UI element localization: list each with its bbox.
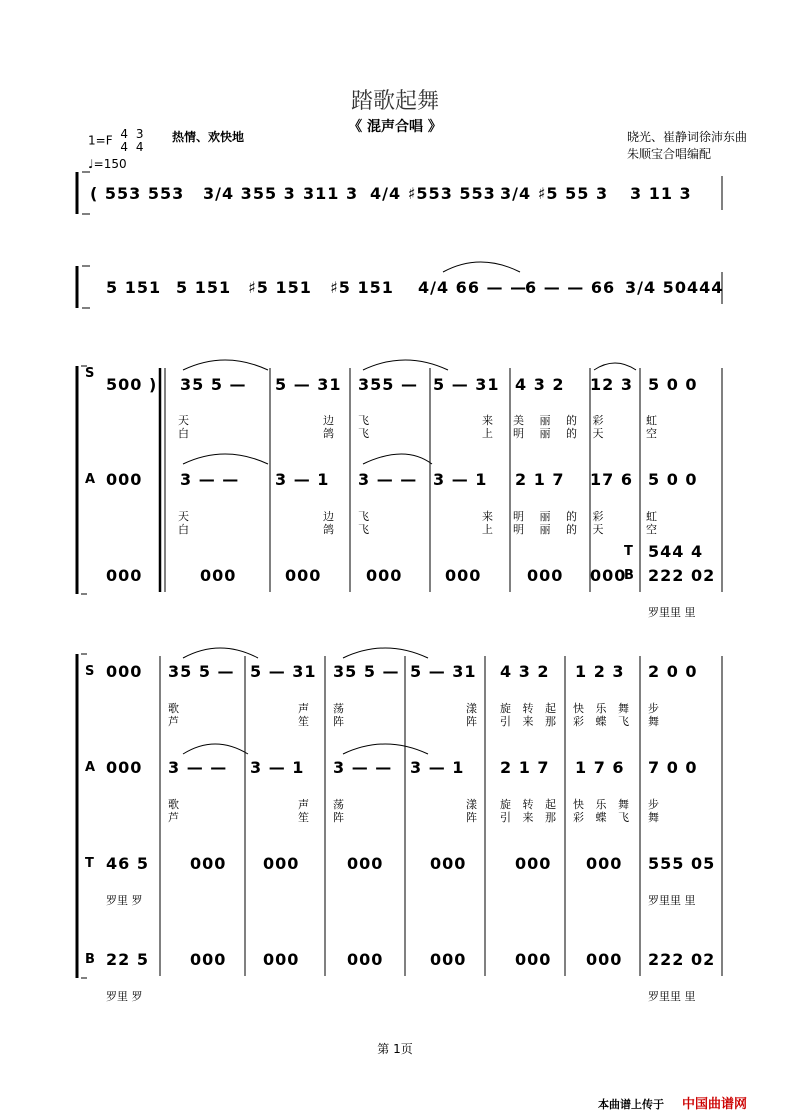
s3-tb-m2: 000 <box>285 566 322 585</box>
lyric: 空 <box>646 427 657 440</box>
credit-line-2: 朱顺宝合唱编配 <box>627 147 712 161</box>
s3-tb-m3: 000 <box>366 566 403 585</box>
s4-bass-m4: 000 <box>430 950 467 969</box>
lyric: 快 乐 舞 <box>573 702 629 715</box>
s3-alto-lead: 000 <box>106 470 143 489</box>
tempo-marking: 热情、欢快地 <box>172 130 245 144</box>
s4-tenor-m6: 000 <box>586 854 623 873</box>
lyric: 明 丽 的 天 <box>513 427 604 440</box>
lyric: 彩 蝶 飞 <box>573 811 629 824</box>
s3-tb-m4: 000 <box>445 566 482 585</box>
system1-m4: 4/4 ♯553 553 <box>370 184 496 203</box>
lyric: 虹 <box>646 510 657 523</box>
system1-m6: 3 11 3 <box>630 184 692 203</box>
s4-bass-lead: 22 5 <box>106 950 149 969</box>
s3-soprano-m4: 5 — 31 <box>433 375 500 394</box>
metronome-mark: ♩=150 <box>88 157 127 171</box>
lyric: 芦 <box>168 715 179 728</box>
s4-tenor-m5: 000 <box>515 854 552 873</box>
s3-soprano-m7: 5 0 0 <box>648 375 698 394</box>
part-label-bass: B <box>85 952 95 967</box>
s3-alto-m7: 5 0 0 <box>648 470 698 489</box>
lyric: 罗里 罗 <box>106 894 143 907</box>
s4-soprano-m3: 35 5 — <box>333 662 400 681</box>
lyric: 上 <box>482 523 493 536</box>
system2-m3: ♯5 151 <box>248 278 312 297</box>
s4-alto-m7: 7 0 0 <box>648 758 698 777</box>
s3-soprano-m1: 35 5 — <box>180 375 247 394</box>
lyric: 舞 <box>648 811 659 824</box>
s3-soprano-m2: 5 — 31 <box>275 375 342 394</box>
part-label-tenor: T <box>85 856 94 871</box>
part-label-soprano: S <box>85 366 95 381</box>
system2-m7: 3/4 50444 <box>625 278 724 297</box>
lyric: 边 <box>323 414 334 427</box>
site-logo: 中国曲谱网 <box>682 1097 748 1112</box>
lyric: 罗里里 里 <box>648 990 696 1003</box>
lyric: 罗里里 里 <box>648 894 696 907</box>
lyric: 鸽 <box>323 427 334 440</box>
lyric: 阵 <box>333 811 344 824</box>
lyric: 旋 转 起 <box>500 702 556 715</box>
s4-bass-m3: 000 <box>347 950 384 969</box>
s3-tb-lead: 000 <box>106 566 143 585</box>
s4-soprano-m5: 4 3 2 <box>500 662 550 681</box>
s4-soprano-m7: 2 0 0 <box>648 662 698 681</box>
s3-alto-m2: 3 — 1 <box>275 470 330 489</box>
part-label-soprano: S <box>85 664 95 679</box>
s4-bass-m7: 222 02 <box>648 950 716 969</box>
lyric: 荡 <box>333 798 344 811</box>
part-label-alto: A <box>85 472 96 487</box>
lyric: 引 来 那 <box>500 811 556 824</box>
s3-soprano-m3: 355 — <box>358 375 418 394</box>
lyric: 白 <box>178 523 189 536</box>
s4-soprano-m4: 5 — 31 <box>410 662 477 681</box>
system1-m2: 3/4 355 3 <box>203 184 296 203</box>
time-signature-3-4: 3 4 <box>135 127 144 154</box>
s4-bass-m1: 000 <box>190 950 227 969</box>
s4-alto-m6: 1 7 6 <box>575 758 625 777</box>
lyric: 步 <box>648 798 659 811</box>
system2-m4: ♯5 151 <box>330 278 394 297</box>
lyric: 飞 <box>358 510 369 523</box>
s4-bass-m2: 000 <box>263 950 300 969</box>
s3-tb-m6: 000 <box>590 566 627 585</box>
lyric: 歌 <box>168 798 179 811</box>
time-signature-4-4: 4 4 <box>120 127 129 154</box>
lyric: 来 <box>482 510 493 523</box>
lyric: 白 <box>178 427 189 440</box>
s4-tenor-m3: 000 <box>347 854 384 873</box>
lyric: 罗里里 里 <box>648 606 696 619</box>
s4-tenor-m7: 555 05 <box>648 854 716 873</box>
lyric: 天 <box>178 414 189 427</box>
s3-soprano-lead: 500 ) <box>106 375 158 394</box>
lyric: 阵 <box>466 811 477 824</box>
s4-bass-m5: 000 <box>515 950 552 969</box>
lyric: 飞 <box>358 414 369 427</box>
s4-tenor-m1: 000 <box>190 854 227 873</box>
system1-m3: 311 3 <box>303 184 359 203</box>
lyric: 笙 <box>298 811 309 824</box>
lyric: 空 <box>646 523 657 536</box>
s3-bass-end: 222 02 <box>648 566 716 585</box>
lyric: 歌 <box>168 702 179 715</box>
s3-soprano-m5: 4 3 2 <box>515 375 565 394</box>
s4-soprano-m2: 5 — 31 <box>250 662 317 681</box>
lyric: 飞 <box>358 523 369 536</box>
s4-soprano-lead: 000 <box>106 662 143 681</box>
s3-alto-m3: 3 — — <box>358 470 418 489</box>
s3-alto-m6: 17 6 <box>590 470 633 489</box>
lyric: 彩 蝶 飞 <box>573 715 629 728</box>
system1-m5: 3/4 ♯5 55 3 <box>500 184 609 203</box>
s3-tb-m5: 000 <box>527 566 564 585</box>
lyric: 虹 <box>646 414 657 427</box>
s3-alto-m1: 3 — — <box>180 470 240 489</box>
s4-soprano-m1: 35 5 — <box>168 662 235 681</box>
lyric: 来 <box>482 414 493 427</box>
s4-bass-m6: 000 <box>586 950 623 969</box>
part-label-bass: B <box>624 568 634 583</box>
lyric: 声 <box>298 798 309 811</box>
s4-alto-m3: 3 — — <box>333 758 393 777</box>
system2-m5: 4/4 66 — — <box>418 278 528 297</box>
lyric: 快 乐 舞 <box>573 798 629 811</box>
lyric: 旋 转 起 <box>500 798 556 811</box>
s4-alto-m5: 2 1 7 <box>500 758 550 777</box>
lyric: 舞 <box>648 715 659 728</box>
key-signature: 1=F 4 4 3 4 <box>88 127 144 154</box>
lyric: 阵 <box>466 715 477 728</box>
s4-alto-lead: 000 <box>106 758 143 777</box>
lyric: 飞 <box>358 427 369 440</box>
s4-tenor-m4: 000 <box>430 854 467 873</box>
score-title: 踏歌起舞 <box>350 89 439 114</box>
s4-alto-m4: 3 — 1 <box>410 758 465 777</box>
system2-m2: 5 151 <box>176 278 232 297</box>
s3-soprano-m6: 12 3 <box>590 375 633 394</box>
lyric: 芦 <box>168 811 179 824</box>
s4-tenor-m2: 000 <box>263 854 300 873</box>
lyric: 声 <box>298 702 309 715</box>
lyric: 步 <box>648 702 659 715</box>
lyric: 引 来 那 <box>500 715 556 728</box>
lyric: 荡 <box>333 702 344 715</box>
upload-note: 本曲谱上传于 <box>598 1098 664 1111</box>
lyric: 笙 <box>298 715 309 728</box>
lyric: 边 <box>323 510 334 523</box>
lyric: 罗里 罗 <box>106 990 143 1003</box>
lyric: 天 <box>178 510 189 523</box>
s4-tenor-lead: 46 5 <box>106 854 149 873</box>
s4-alto-m2: 3 — 1 <box>250 758 305 777</box>
page-number: 第 1页 <box>377 1042 413 1056</box>
s4-soprano-m6: 1 2 3 <box>575 662 625 681</box>
lyric: 鸽 <box>323 523 334 536</box>
s3-alto-m5: 2 1 7 <box>515 470 565 489</box>
system2-m6: 6 — — 66 <box>525 278 616 297</box>
lyric: 美 丽 的 彩 <box>513 414 604 427</box>
lyric: 阵 <box>333 715 344 728</box>
system2-m1: 5 151 <box>106 278 162 297</box>
lyric: 明 丽 的 天 <box>513 523 604 536</box>
lyric: 漾 <box>466 798 477 811</box>
s4-alto-m1: 3 — — <box>168 758 228 777</box>
part-label-tenor: T <box>624 544 633 559</box>
lyric: 漾 <box>466 702 477 715</box>
score-subtitle: 《 混声合唱 》 <box>348 119 442 135</box>
credit-line-1: 晓光、崔静词徐沛东曲 <box>627 130 748 144</box>
s3-tenor-end: 544 4 <box>648 542 704 561</box>
lyric: 明 丽 的 彩 <box>513 510 604 523</box>
system1-m1: ( 553 553 <box>90 184 185 203</box>
lyric: 上 <box>482 427 493 440</box>
part-label-alto: A <box>85 760 96 775</box>
s3-tb-m1: 000 <box>200 566 237 585</box>
s3-alto-m4: 3 — 1 <box>433 470 488 489</box>
